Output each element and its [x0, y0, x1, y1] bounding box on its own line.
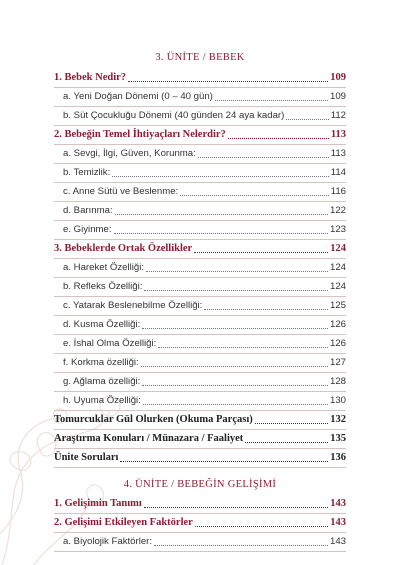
toc-entry-page: 143 — [330, 517, 346, 528]
dot-leader — [120, 461, 328, 462]
toc-entry-label: 1. Bebek Nedir? — [54, 72, 127, 83]
dot-leader — [143, 404, 328, 405]
dot-leader — [195, 526, 328, 527]
toc-entry-label: a. Yeni Doğan Dönemi (0 – 40 gün) — [63, 91, 213, 102]
toc-entry[interactable] — [54, 68, 346, 88]
toc-entry-label: h. Uyuma Özelliği: — [63, 395, 141, 406]
dot-leader — [142, 385, 328, 386]
toc-entry-page: 124 — [330, 243, 346, 254]
toc-entry-page: 113 — [330, 148, 346, 159]
toc-entry-label: b. Refleks Özelliği: — [63, 281, 143, 292]
toc-entry-label: g. Ağlama özelliği: — [63, 376, 141, 387]
toc-entry-label: e. İshal Olma Özelliği: — [63, 338, 157, 349]
toc-entry-page: 125 — [329, 300, 346, 311]
dot-leader — [198, 157, 329, 158]
dot-leader — [154, 545, 328, 546]
toc-entry-page: 126 — [329, 319, 346, 330]
toc-entry[interactable] — [54, 448, 346, 468]
dot-leader — [228, 138, 329, 139]
toc-entry-label: c. Yatarak Beslenebilme Özelliği: — [63, 300, 203, 311]
dot-leader — [112, 176, 328, 177]
toc-entry[interactable] — [54, 334, 346, 354]
toc-entry-page: 143 — [329, 536, 346, 547]
toc-entry-page: 135 — [330, 433, 346, 444]
toc-entry[interactable] — [54, 220, 346, 240]
toc-entry[interactable] — [54, 87, 346, 107]
toc-entry-page: 109 — [329, 91, 346, 102]
toc-entry[interactable] — [54, 391, 346, 411]
dot-leader — [158, 347, 328, 348]
toc-entry-label: 2. Bebeğin Temel İhtiyaçları Nelerdir? — [54, 129, 226, 140]
toc-entry-label: f. Korkma özelliği: — [63, 357, 139, 368]
dot-leader — [255, 423, 329, 424]
toc-entry-label: c. Anne Sütü ve Beslenme: — [63, 186, 179, 197]
toc-entry-label: 1. Gelişimin Tanımı — [54, 498, 142, 509]
toc-entry-page: 143 — [330, 498, 346, 509]
dot-leader — [115, 214, 328, 215]
toc-entry-label: 2. Gelişimi Etkileyen Faktörler — [54, 517, 193, 528]
dot-leader — [142, 328, 328, 329]
toc-entry-page: 130 — [329, 395, 346, 406]
toc-entry-page: 113 — [330, 129, 346, 140]
toc-entry[interactable] — [54, 182, 346, 202]
toc-entry[interactable] — [54, 315, 346, 335]
toc-entry-page: 132 — [330, 414, 346, 425]
toc-entry-label: a. Hareket Özelliği: — [63, 262, 145, 273]
toc-entry[interactable] — [54, 258, 346, 278]
toc-entry-page: 122 — [329, 205, 346, 216]
toc-entry-label: b. Süt Çocukluğu Dönemi (40 günden 24 aya kadar) — [63, 110, 285, 121]
dot-leader — [194, 252, 328, 253]
dot-leader — [245, 442, 328, 443]
dot-leader — [128, 81, 328, 82]
toc-entry-page: 128 — [329, 376, 346, 387]
toc-entry[interactable] — [54, 513, 346, 533]
toc-entry-page: 127 — [329, 357, 346, 368]
toc-entry-page: 114 — [330, 167, 346, 178]
toc-entry-label: Tomurcuklar Gül Olurken (Okuma Parçası) — [54, 414, 253, 425]
section-title: 3. ÜNİTE / BEBEK — [155, 52, 245, 63]
section-title: 4. ÜNİTE / BEBEĞİN GELİŞİMİ — [123, 479, 277, 490]
dot-leader — [146, 271, 328, 272]
dot-leader — [215, 100, 328, 101]
toc-entry[interactable] — [54, 163, 346, 183]
toc-entry[interactable] — [54, 410, 346, 430]
toc-entry-label: d. Barınma: — [63, 205, 113, 216]
dot-leader — [286, 119, 328, 120]
toc-entry-label: d. Kusma Özelliği: — [63, 319, 141, 330]
dot-leader — [144, 507, 328, 508]
dot-leader — [180, 195, 329, 196]
toc-entry-label: a. Biyolojik Faktörler: — [63, 536, 153, 547]
toc-entry-page: 112 — [330, 110, 346, 121]
toc-entry[interactable] — [54, 353, 346, 373]
toc-entry[interactable] — [54, 201, 346, 221]
toc-entry[interactable] — [54, 239, 346, 259]
toc-entry[interactable] — [54, 494, 346, 514]
toc-entry-page: 126 — [329, 338, 346, 349]
toc-entry[interactable] — [54, 296, 346, 316]
toc-entry[interactable] — [54, 125, 346, 145]
dot-leader — [144, 290, 328, 291]
toc-entry[interactable] — [54, 277, 346, 297]
toc-entry-label: a. Sevgi, İlgi, Güven, Korunma: — [63, 148, 196, 159]
toc-entry-page: 124 — [329, 281, 346, 292]
toc-entry[interactable] — [54, 144, 346, 164]
toc-entry-page: 124 — [329, 262, 346, 273]
toc-entry-label: Araştırma Konuları / Münazara / Faaliyet — [54, 433, 244, 444]
toc-entry[interactable] — [54, 429, 346, 449]
toc-entry-label: e. Giyinme: — [63, 224, 112, 235]
toc-entry-page: 123 — [329, 224, 346, 235]
dot-leader — [114, 233, 328, 234]
toc-entry[interactable] — [54, 372, 346, 392]
toc-entry-page: 116 — [330, 186, 346, 197]
dot-leader — [141, 366, 328, 367]
toc-entry-page: 136 — [330, 452, 346, 463]
toc-entry[interactable] — [54, 532, 346, 552]
toc-entry[interactable] — [54, 106, 346, 126]
dot-leader — [204, 309, 328, 310]
toc-entry-label: Ünite Soruları — [54, 452, 119, 463]
toc-entry-label: 3. Bebeklerde Ortak Özellikler — [54, 243, 193, 254]
toc-entry-page: 109 — [330, 72, 346, 83]
toc-entry-label: b. Temizlik: — [63, 167, 111, 178]
